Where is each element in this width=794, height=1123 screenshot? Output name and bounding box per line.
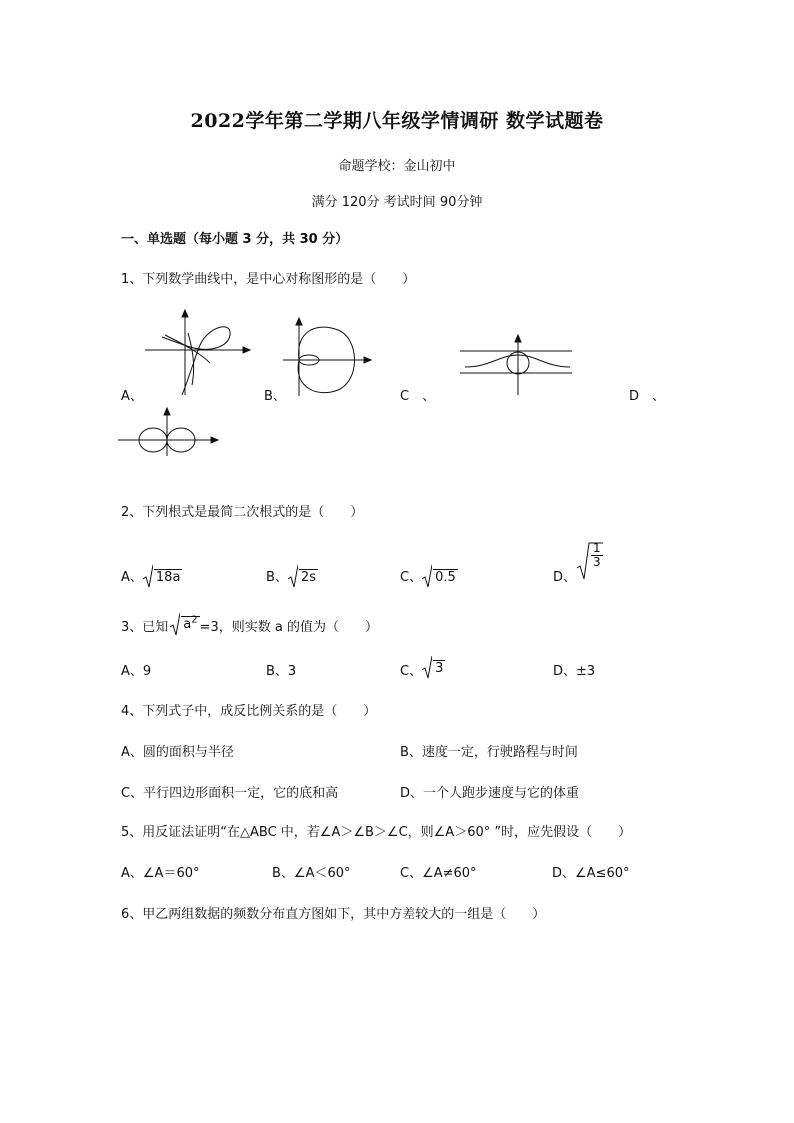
q4-option-a: A、圆的面积与半径 (121, 745, 234, 760)
q5-option-a: A、∠A＝60° (121, 866, 200, 881)
question-6-stem: 6、甲乙两组数据的频数分布直方图如下，其中方差较大的一组是（ ） (121, 907, 546, 922)
q2-option-a-radicand: 18a (155, 570, 181, 585)
question-4-stem: 4、下列式子中，成反比例关系的是（ ） (121, 704, 377, 719)
q2-option-a-label: A、 (121, 570, 143, 585)
q1-option-a: A、 (121, 389, 143, 404)
q2-option-a-radical (143, 570, 183, 585)
q2-option-c (400, 566, 458, 585)
school-line: 命题学校：金山初中 (338, 159, 456, 174)
question-5-stem: 5、用反证法证明“在△ABC 中，若∠A＞∠B＞∠C，则∠A＞60° ”时，应先假设（ ） (121, 825, 632, 840)
section-heading: 一、单选题（每小题 3 分，共 30 分） (121, 232, 349, 247)
q1-option-c: C 、 (400, 389, 436, 404)
q1-figure-d (118, 408, 228, 458)
q1-option-d: D 、 (629, 389, 666, 404)
question-3-stem (121, 616, 378, 635)
q2-option-c-radicand: 0.5 (435, 570, 456, 585)
q3-radical (170, 614, 199, 635)
q3-option-c (400, 660, 445, 679)
q2-option-a (121, 566, 182, 585)
q1-figure-b (283, 318, 373, 398)
q1-figure-c (460, 335, 575, 395)
q2-option-c-radical (422, 570, 458, 585)
q4-option-c: C、平行四边形面积一定，它的底和高 (121, 786, 339, 801)
q3-stem-pre: 3、已知 (121, 620, 169, 635)
q4-option-d: D、一个人跑步速度与它的体重 (400, 786, 580, 801)
q3-option-b: B、3 (266, 664, 297, 679)
q1-figure-a (140, 305, 260, 400)
q2-option-b-radical (288, 570, 318, 585)
q5-option-d: D、∠A≤60° (552, 866, 630, 881)
q4-option-b: B、速度一定，行驶路程与时间 (400, 745, 578, 760)
q3-option-c-label: C、 (400, 664, 423, 679)
q3-option-d: D、±3 (553, 664, 596, 679)
q2-option-d-radical-sign (577, 542, 589, 580)
q5-option-b: B、∠A＜60° (272, 866, 351, 881)
q2-option-d-fraction (591, 542, 603, 569)
q2-option-b-label: B、 (266, 570, 288, 585)
q3-stem-post: =3，则实数 a 的值为（ ） (199, 620, 379, 635)
q3-option-c-radicand: 3 (435, 661, 444, 676)
exam-title: 2022学年第二学期八年级学情调研 数学试题卷 (190, 110, 604, 132)
q2-option-d-numerator: 1 (593, 541, 601, 555)
question-1-stem: 1、下列数学曲线中，是中心对称图形的是（ ） (121, 272, 416, 287)
question-2-stem: 2、下列根式是最简二次根式的是（ ） (121, 505, 364, 520)
score-time-line: 满分 120分 考试时间 90分钟 (311, 195, 483, 210)
q5-option-c: C、∠A≠60° (400, 866, 477, 881)
q3-option-c-radical (422, 661, 445, 676)
q2-option-d-label: D、 (553, 570, 577, 585)
q3-option-a: A、9 (121, 664, 152, 679)
q2-option-b (266, 566, 318, 585)
q2-option-b-radicand: 2s (300, 570, 316, 585)
q1-option-b: B、 (264, 389, 286, 404)
q2-option-d-denominator: 3 (593, 555, 601, 569)
q3-radicand: $a^2$ (183, 614, 198, 632)
q2-option-c-label: C、 (400, 570, 423, 585)
